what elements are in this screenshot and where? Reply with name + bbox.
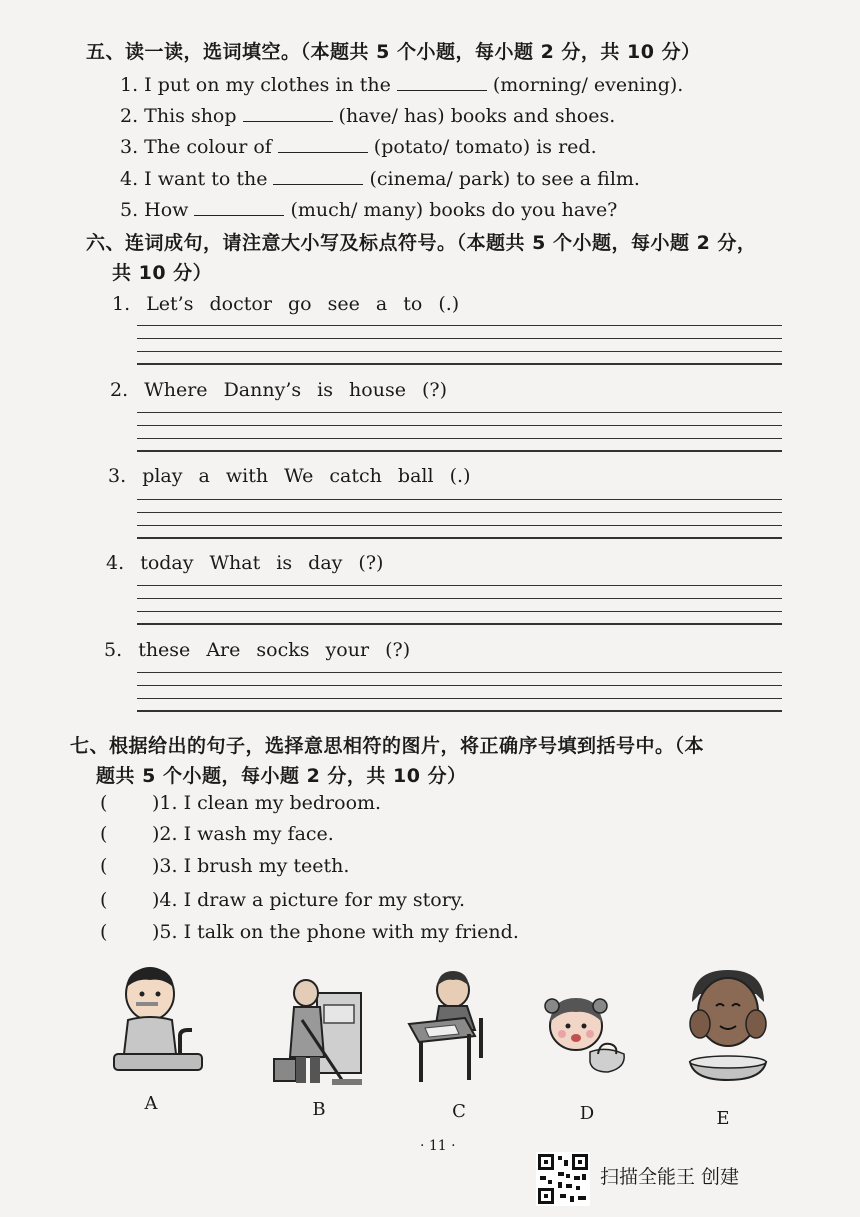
s6-q4-words: today What is day (?) <box>140 552 384 574</box>
s7-item-3-text: )3. I brush my teeth. <box>152 855 350 877</box>
s5-question-4 <box>120 165 640 193</box>
s7-item-5-text: )5. I talk on the phone with my friend. <box>152 921 519 943</box>
s6-q5-words: these Are socks your (?) <box>138 639 411 661</box>
s6-question-5 <box>104 636 410 664</box>
s5-q1-text: 1. I put on my clothes in the <box>120 74 391 96</box>
s6-q3-answer-lines[interactable] <box>137 499 782 550</box>
s5-q5-text: 5. How <box>120 199 189 221</box>
s7-item-2-answer-bracket[interactable]: ( <box>100 823 108 845</box>
s5-question-1 <box>120 71 683 99</box>
s6-q2-answer-lines[interactable] <box>137 412 782 463</box>
s6-q1-words: Let’s doctor go see a to (.) <box>146 293 460 315</box>
section-7-heading: 七、根据给出的句子，选择意思相符的图片，将正确序号填到括号中。（本 <box>70 735 705 757</box>
s6-question-4 <box>106 549 383 577</box>
s6-q3-words: play a with We catch ball (.) <box>142 465 471 487</box>
s5-q4-blank[interactable] <box>273 167 363 185</box>
qr-code-icon[interactable] <box>536 1152 590 1206</box>
picture-label-e: E <box>716 1108 730 1129</box>
picture-label-d: D <box>579 1103 595 1124</box>
s6-q5-answer-lines[interactable] <box>137 672 782 723</box>
s6-q1-num: 1. <box>112 293 131 315</box>
s6-question-1 <box>112 290 459 318</box>
washing-face-picture <box>686 962 770 1084</box>
picture-label-a: A <box>144 1093 158 1114</box>
section-6-heading: 六、连词成句，请注意大小写及标点符号。（本题共 5 个小题，每小题 2 分， <box>86 232 757 254</box>
s5-q4-text: 4. I want to the <box>120 168 268 190</box>
s6-q2-num: 2. <box>110 379 129 401</box>
s7-item-4-text: )4. I draw a picture for my story. <box>152 889 466 911</box>
section-7-heading-cont: 题共 5 个小题，每小题 2 分，共 10 分） <box>96 765 467 787</box>
s7-item-4-answer-bracket[interactable]: ( <box>100 889 108 911</box>
s6-q4-answer-lines[interactable] <box>137 585 782 636</box>
s5-question-2 <box>120 102 615 130</box>
page-number: · 11 · <box>420 1138 456 1154</box>
s5-q5-options: (much/ many) books do you have? <box>290 199 618 221</box>
s6-question-2 <box>110 376 447 404</box>
s7-item-2-text: )2. I wash my face. <box>152 823 334 845</box>
s6-q1-answer-lines[interactable] <box>137 325 782 376</box>
s5-q1-blank[interactable] <box>397 73 487 91</box>
s7-item-1 <box>100 789 381 817</box>
drawing-picture-at-desk <box>405 968 500 1086</box>
s7-item-2 <box>100 820 334 848</box>
s7-item-1-text: )1. I clean my bedroom. <box>152 792 382 814</box>
s7-item-5-answer-bracket[interactable]: ( <box>100 921 108 943</box>
s7-item-3-answer-bracket[interactable]: ( <box>100 855 108 877</box>
talking-on-phone-picture <box>540 992 632 1080</box>
s5-q3-options: (potato/ tomato) is red. <box>373 136 597 158</box>
s6-q3-num: 3. <box>108 465 127 487</box>
s5-q2-text: 2. This shop <box>120 105 237 127</box>
s7-item-3 <box>100 852 349 880</box>
s7-item-1-answer-bracket[interactable]: ( <box>100 792 108 814</box>
section-5-heading: 五、读一读，选词填空。（本题共 5 个小题，每小题 2 分，共 10 分） <box>86 41 701 63</box>
picture-label-c: C <box>452 1101 466 1122</box>
s5-question-5 <box>120 196 617 224</box>
picture-label-b: B <box>312 1099 326 1120</box>
s6-q5-num: 5. <box>104 639 123 661</box>
cleaning-room-picture <box>262 975 372 1090</box>
s7-item-4 <box>100 886 465 914</box>
s5-q3-blank[interactable] <box>278 135 368 153</box>
s5-q4-options: (cinema/ park) to see a film. <box>369 168 640 190</box>
s5-q2-options: (have/ has) books and shoes. <box>338 105 616 127</box>
s5-q3-text: 3. The colour of <box>120 136 272 158</box>
s6-q2-words: Where Danny’s is house (?) <box>144 379 447 401</box>
s7-item-5 <box>100 918 519 946</box>
section-6-heading-cont: 共 10 分） <box>112 262 213 284</box>
brushing-teeth-picture <box>108 962 208 1077</box>
s6-question-3 <box>108 462 470 490</box>
s5-q1-options: (morning/ evening). <box>492 74 684 96</box>
scanner-watermark-text: 扫描全能王 创建 <box>600 1166 740 1188</box>
s5-q5-blank[interactable] <box>194 198 284 216</box>
s5-q2-blank[interactable] <box>243 104 333 122</box>
s5-question-3 <box>120 133 597 161</box>
s6-q4-num: 4. <box>106 552 125 574</box>
